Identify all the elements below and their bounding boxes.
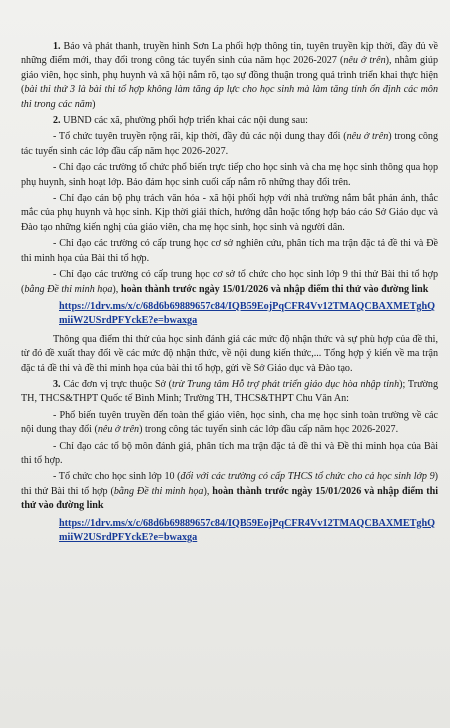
paragraph-2f: Thông qua điểm thi thử của học sinh đánh giá các mức độ nhận thức và sự phù hợp của đề thi, từ đó đề xuất thay đổi về các mức độ nhận thức, về nội dung kiến thức,... Tổng hợp ý kiến về ma trận đặc tả đề thi và đề thi minh họa của bài thi tổ hợp, gửi về Sở Giáo dục và Đào tạo.	[21, 333, 438, 374]
paragraph-3a: - Phổ biến tuyên truyền đến toàn thể giáo viên, học sinh, cha mẹ học sinh toàn trường về các nội dung thay đổi (nêu ở trên) trong công tác tuyển sinh các lớp đầu cấp năm học 2026-2027.	[21, 409, 438, 436]
paragraph-2a: - Tổ chức tuyên truyền rộng rãi, kịp thời, đầy đủ các nội dung thay đổi (nêu ở trên) trong công tác tuyển sinh các lớp đầu cấp năm học 2026-2027.	[21, 131, 438, 157]
paragraph-1: 1. Báo và phát thanh, truyền hình Sơn La phối hợp thông tin, tuyên truyền kịp thời, đầy đủ về những điểm mới, thay đổi trong công tác tuyển sinh của năm học 2026-2027 (nêu ở trên), nhằm giúp giáo viên, học sinh, phụ huynh và xã hội nắm rõ, tạo sự đồng thuận trong quá trình triển khai thực hiện (bài thi thứ 3 là bài thi tổ hợp không làm tăng áp lực cho học sinh mà làm tăng tính ổn định các môn thi trong các năm)	[21, 41, 438, 110]
paragraph-3b: - Chỉ đạo các tổ bộ môn đánh giá, phân tích ma trận đặc tả đề thi và Đề thi minh họa của Bài thi tổ hợp.	[21, 440, 438, 466]
paragraph-3-heading: 3. Các đơn vị trực thuộc Sở (trừ Trung tâm Hỗ trợ phát triển giáo dục hòa nhập tỉnh); Trường TH, THCS&THPT Quốc tế Bình Minh; Trường TH, THCS&THPT Chu Văn An:	[21, 378, 438, 405]
link-paragraph-2	[21, 517, 438, 546]
paragraph-2e: - Chỉ đạo các trường có cấp trung học cơ sở tổ chức cho học sinh lớp 9 thi thử Bài thi tổ hợp (bằng Đề thi minh họa), hoàn thành trước ngày 15/01/2026 và nhập điểm thi thử vào đường link	[21, 269, 438, 295]
section-number-1: 1.	[53, 41, 61, 52]
paragraph-2b: - Chỉ đạo các trường tổ chức phổ biến trực tiếp cho học sinh và cha mẹ học sinh thông qua họp phụ huynh, sinh hoạt lớp. Bảo đảm học sinh cuối cấp nắm rõ những thay đổi trên.	[21, 162, 438, 188]
paragraph-2c: - Chỉ đạo cán bộ phụ trách văn hóa - xã hội phối hợp với nhà trường nắm bắt phản ánh, thắc mắc của phụ huynh và học sinh. Kịp thời giải thích, hướng dẫn hoặc tổng hợp báo cáo Sở Giáo dục và Đào tạo những kiến nghị của giáo viên, cha mẹ học sinh, học sinh và người dân.	[21, 193, 438, 233]
paragraph-2d: - Chỉ đạo các trường có cấp trung học cơ sở nghiên cứu, phân tích ma trận đặc tả đề thi và Đề thi minh họa của Bài thi tổ hợp.	[21, 238, 438, 264]
survey-link-2[interactable]: https://1drv.ms/x/c/68d6b69889657c84/IQB59EojPqCFR4Vv12TMAQCBAXMETghQmiiW2USrdPFYckE?e=bwaxga	[59, 517, 436, 543]
paragraph-2-heading: 2. UBND các xã, phường phối hợp triển khai các nội dung sau:	[53, 115, 308, 127]
document-body	[21, 40, 438, 545]
link-paragraph-1	[21, 300, 438, 329]
survey-link-1[interactable]: https://1drv.ms/x/c/68d6b69889657c84/IQB59EojPqCFR4Vv12TMAQCBAXMETghQmiiW2USrdPFYckE?e=bwaxga	[59, 300, 436, 327]
section-number-2: 2.	[53, 115, 61, 127]
paragraph-3c: - Tổ chức cho học sinh lớp 10 (đối với các trường có cấp THCS tổ chức cho cả học sinh lớp 9) thi thử Bài thi tổ hợp (bằng Đề thi minh họa), hoàn thành trước ngày 15/01/2026 và nhập điểm thi thử vào đường link	[21, 471, 438, 512]
section-number-3: 3.	[53, 378, 61, 390]
